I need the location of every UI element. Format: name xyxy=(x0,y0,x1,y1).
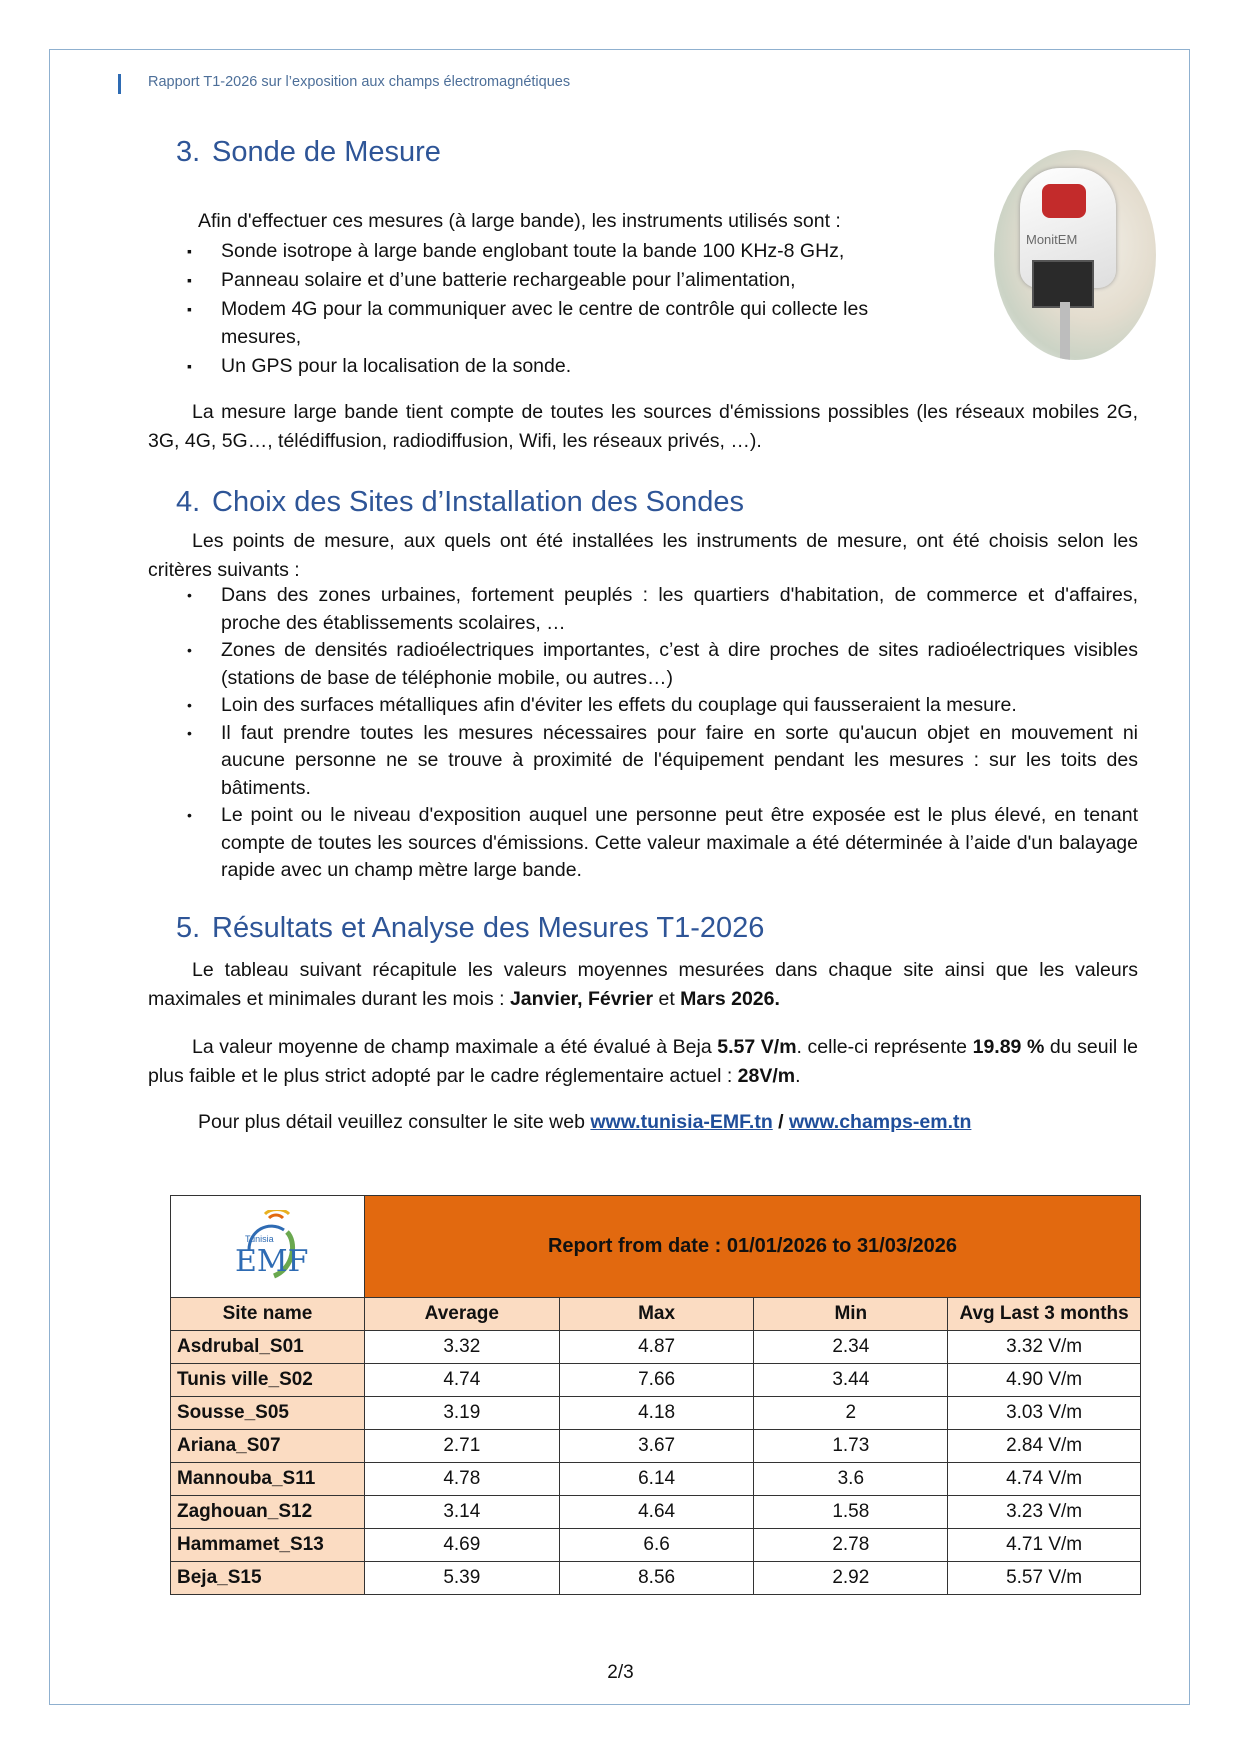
site-name-cell: Asdrubal_S01 xyxy=(171,1331,365,1364)
list-item: ▪ Modem 4G pour la communiquer avec le centre de contrôle qui collecte les mesures, xyxy=(178,295,949,351)
bullet-icon: • xyxy=(187,587,192,603)
average-cell: 3.19 xyxy=(364,1397,559,1430)
table-row xyxy=(171,1364,1141,1397)
avg-last-3-months-cell: 2.84 V/m xyxy=(948,1430,1141,1463)
site-name-cell: Zaghouan_S12 xyxy=(171,1496,365,1529)
min-cell: 1.58 xyxy=(754,1496,948,1529)
average-cell: 4.74 xyxy=(364,1364,559,1397)
section-3-list xyxy=(178,237,978,380)
section-5-number: 5. xyxy=(176,912,201,944)
warning-sticker-icon xyxy=(1042,184,1086,218)
probe-brand-label: MonitEM xyxy=(1026,232,1078,247)
section-3-paragraph: La mesure large bande tient compte de toutes les sources d'émissions possibles (les réseaux mobiles 2G, 3G, 4G, 5G…, télédiffusion, radiodiffusion, Wifi, les réseaux privés, …). xyxy=(148,401,1138,452)
section-3-intro: Afin d'effectuer ces mesures (à large bande), les instruments utilisés sont : xyxy=(198,210,841,232)
table-row xyxy=(171,1463,1141,1496)
header-accent-bar xyxy=(118,74,121,94)
list-item: • Dans des zones urbaines, fortement peuplés : les quartiers d'habitation, de commerce et d'affaires, proche des établissements scolaires, … xyxy=(187,584,1138,634)
logo-small-text: Tunisia xyxy=(245,1234,274,1244)
avg-last-3-months-cell: 4.71 V/m xyxy=(948,1529,1141,1562)
bullet-icon: • xyxy=(187,807,192,823)
section-4-title: Choix des Sites d’Installation des Sondes xyxy=(212,486,744,518)
max-cell: 4.64 xyxy=(559,1496,754,1529)
min-cell: 2 xyxy=(754,1397,948,1430)
solar-panel xyxy=(1032,260,1094,308)
avg-last-3-months-cell: 3.32 V/m xyxy=(948,1331,1141,1364)
site-name-cell: Hammamet_S13 xyxy=(171,1529,365,1562)
list-item: • Il faut prendre toutes les mesures nécessaires pour faire en sorte qu'aucun objet en mouvement ni aucune personne ne se trouve à proximité de l'équipement pendant les mesures : sur les toits des bâtiments. xyxy=(187,721,1138,799)
column-header: Site name xyxy=(171,1298,365,1331)
section-5-paragraph-3: Pour plus détail veuillez consulter le site web www.tunisia-EMF.tn / www.champs-em.tn xyxy=(198,1111,972,1133)
column-header: Average xyxy=(364,1298,559,1331)
site-name-cell: Mannouba_S11 xyxy=(171,1463,365,1496)
list-item: • Zones de densités radioélectriques importantes, c’est à dire proches de sites radioélectriques visibles (stations de base de téléphonie mobile, ou autres…) xyxy=(187,639,1138,689)
section-4-intro: Les points de mesure, aux quels ont été installées les instruments de mesure, ont été choisis selon les critères suivants : xyxy=(148,530,1138,581)
site-name-cell: Beja_S15 xyxy=(171,1562,365,1595)
site-name-cell: Tunis ville_S02 xyxy=(171,1364,365,1397)
results-table xyxy=(170,1297,1141,1595)
max-cell: 4.18 xyxy=(559,1397,754,1430)
square-bullet-icon: ▪ xyxy=(187,358,192,374)
average-cell: 3.32 xyxy=(364,1331,559,1364)
average-cell: 3.14 xyxy=(364,1496,559,1529)
section-4-list xyxy=(178,582,1138,885)
section-4-heading xyxy=(176,486,744,519)
avg-last-3-months-cell: 4.74 V/m xyxy=(948,1463,1141,1496)
running-header: Rapport T1-2026 sur l’exposition aux champs électromagnétiques xyxy=(148,74,571,90)
list-item: ▪ Panneau solaire et d’une batterie rechargeable pour l’alimentation, xyxy=(178,266,978,294)
min-cell: 1.73 xyxy=(754,1430,948,1463)
emf-logo xyxy=(170,1195,365,1298)
report-date-banner: Report from date : 01/01/2026 to 31/03/2026 xyxy=(364,1195,1141,1298)
bullet-icon: • xyxy=(187,724,192,741)
max-cell: 6.14 xyxy=(559,1463,754,1496)
average-cell: 4.69 xyxy=(364,1529,559,1562)
average-cell: 5.39 xyxy=(364,1562,559,1595)
max-cell: 3.67 xyxy=(559,1430,754,1463)
square-bullet-icon: ▪ xyxy=(187,301,192,317)
min-cell: 2.92 xyxy=(754,1562,948,1595)
site-name-cell: Ariana_S07 xyxy=(171,1430,365,1463)
min-cell: 3.6 xyxy=(754,1463,948,1496)
section-5-paragraph-1: Le tableau suivant récapitule les valeurs moyennes mesurées dans chaque site ainsi que les valeurs maximales et minimales durant les mois : Janvier, Février et Mars 2026. xyxy=(148,959,1138,1010)
average-cell: 4.78 xyxy=(364,1463,559,1496)
logo-text: EMF xyxy=(235,1244,309,1279)
avg-last-3-months-cell: 4.90 V/m xyxy=(948,1364,1141,1397)
table-header-row xyxy=(171,1298,1141,1331)
max-cell: 7.66 xyxy=(559,1364,754,1397)
min-cell: 2.34 xyxy=(754,1331,948,1364)
avg-last-3-months-cell: 3.03 V/m xyxy=(948,1397,1141,1430)
bullet-icon: • xyxy=(187,697,192,713)
probe-pole xyxy=(1060,302,1070,360)
section-3-title: Sonde de Mesure xyxy=(212,136,441,168)
column-header: Avg Last 3 months xyxy=(948,1298,1141,1331)
section-5-paragraph-2: La valeur moyenne de champ maximale a été évalué à Beja 5.57 V/m. celle-ci représente 19.89 % du seuil le plus faible et le plus strict adopté par le cadre réglementaire actuel : 28V/m. xyxy=(148,1036,1138,1087)
table-row xyxy=(171,1562,1141,1595)
table-row xyxy=(171,1331,1141,1364)
max-cell: 8.56 xyxy=(559,1562,754,1595)
list-item: ▪ Sonde isotrope à large bande englobant toute la bande 100 KHz-8 GHz, xyxy=(178,237,978,265)
list-item: • Le point ou le niveau d'exposition auquel une personne peut être exposée est le plus élevé, en tenant compte de toutes les sources d'émissions. Cette valeur maximale a été déterminée à l’aide d'un balayage rapide avec un champ mètre large bande. xyxy=(187,804,1138,881)
bullet-icon: • xyxy=(187,642,192,658)
section-5-heading xyxy=(176,912,764,945)
avg-last-3-months-cell: 3.23 V/m xyxy=(948,1496,1141,1529)
probe-photo xyxy=(994,150,1156,360)
table-row xyxy=(171,1496,1141,1529)
square-bullet-icon: ▪ xyxy=(187,243,192,259)
list-item: • Loin des surfaces métalliques afin d'éviter les effets du couplage qui fausseraient la mesure. xyxy=(178,692,1138,720)
max-cell: 6.6 xyxy=(559,1529,754,1562)
champs-em-link[interactable]: www.champs-em.tn xyxy=(789,1111,972,1133)
list-item: ▪ Un GPS pour la localisation de la sonde. xyxy=(178,352,978,380)
table-row xyxy=(171,1430,1141,1463)
section-3-number: 3. xyxy=(176,136,201,168)
page-number: 2/3 xyxy=(607,1662,634,1683)
table-row xyxy=(171,1529,1141,1562)
site-name-cell: Sousse_S05 xyxy=(171,1397,365,1430)
section-4-number: 4. xyxy=(176,486,201,518)
avg-last-3-months-cell: 5.57 V/m xyxy=(948,1562,1141,1595)
section-5-title: Résultats et Analyse des Mesures T1-2026 xyxy=(212,912,765,944)
average-cell: 2.71 xyxy=(364,1430,559,1463)
min-cell: 2.78 xyxy=(754,1529,948,1562)
column-header: Max xyxy=(559,1298,754,1331)
max-cell: 4.87 xyxy=(559,1331,754,1364)
tunisia-emf-link[interactable]: www.tunisia-EMF.tn xyxy=(590,1111,773,1133)
section-3-heading xyxy=(176,136,441,169)
square-bullet-icon: ▪ xyxy=(187,272,192,288)
table-row xyxy=(171,1397,1141,1430)
min-cell: 3.44 xyxy=(754,1364,948,1397)
column-header: Min xyxy=(754,1298,948,1331)
